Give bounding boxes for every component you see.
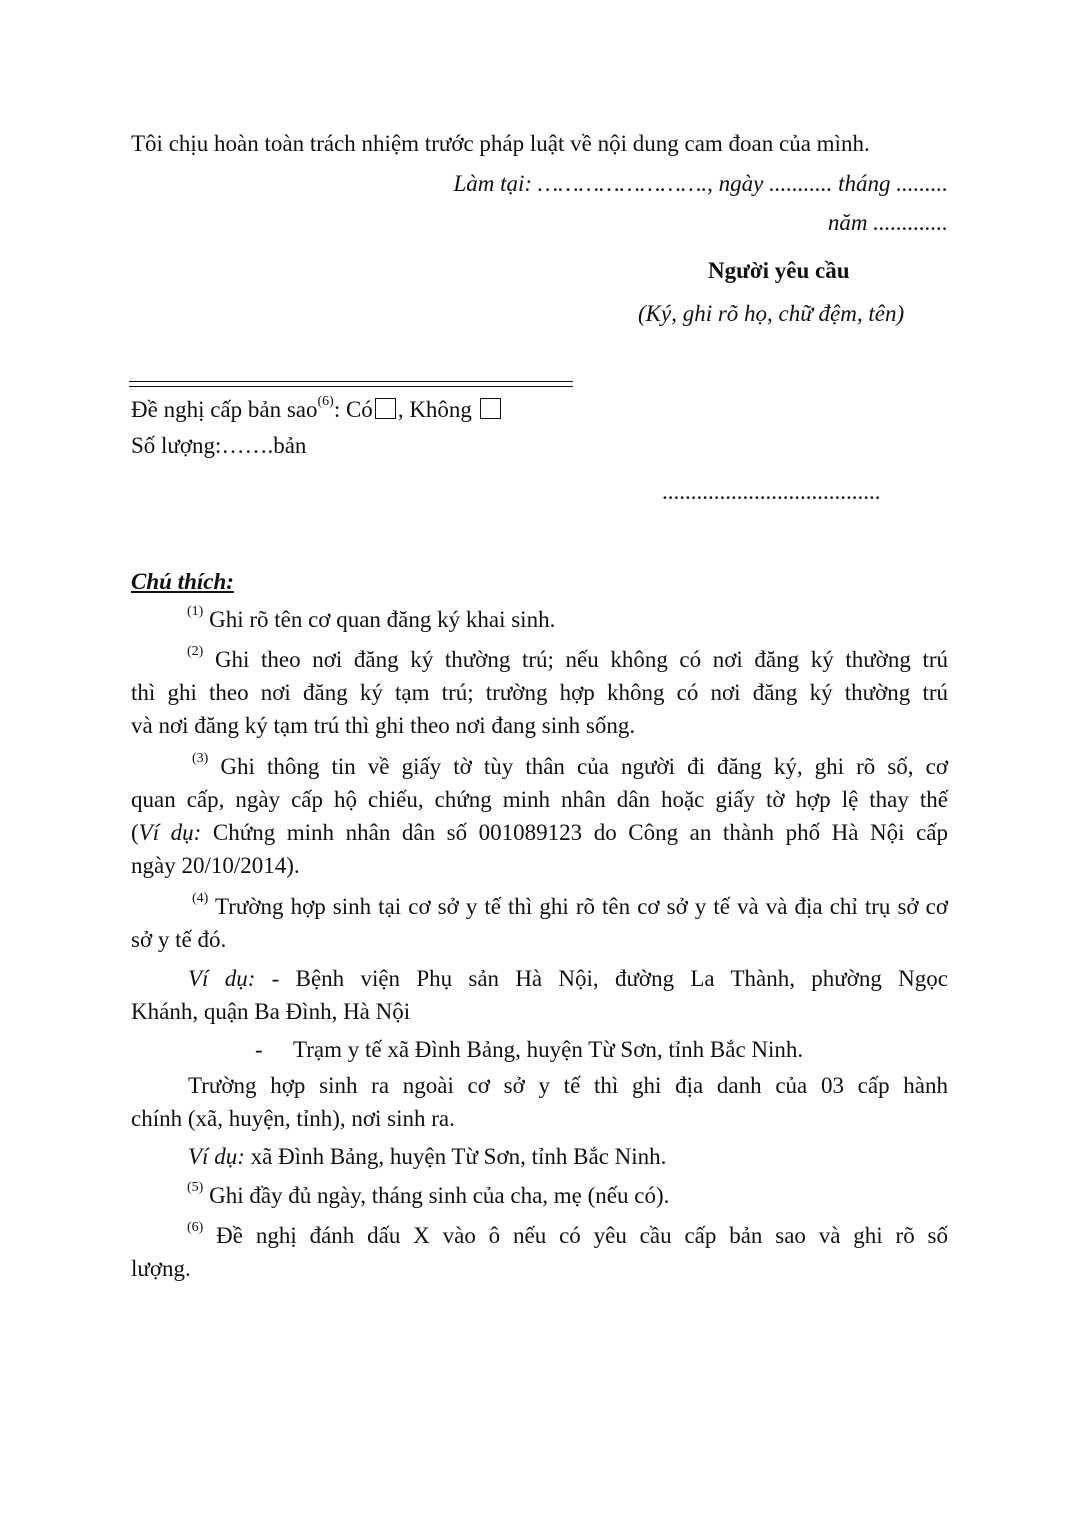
note-2-line-2: thì ghi theo nơi đăng ký tạm trú; trường hợp không có nơi đăng ký thường trú <box>131 680 948 705</box>
note-4-line-1: Trường hợp sinh tại cơ sở y tế thì ghi rõ tên cơ sở y tế và và địa chỉ trụ sở cơ <box>214 894 949 919</box>
requester-title: Người yêu cầu <box>708 258 850 283</box>
note-1-mark: (1) <box>187 604 204 620</box>
example-3 <box>188 1143 666 1171</box>
copy-no-checkbox[interactable] <box>480 398 501 419</box>
note-1-text: Ghi rõ tên cơ quan đăng ký khai sinh. <box>209 607 556 632</box>
note-3-line-3: Chứng minh nhân dân số 001089123 do Công an thành phố Hà Nội cấp <box>212 820 949 845</box>
example-2-dash: - <box>255 1037 263 1062</box>
note-2-line-3: và nơi đăng ký tạm trú thì ghi theo nơi đang sinh sống. <box>131 713 636 738</box>
copy-request-line: Đề nghị cấp bản sao$^{(6)}$: Có , Không <box>131 396 503 424</box>
example-1-line-2: Khánh, quận Ba Đình, Hà Nội <box>131 999 411 1024</box>
note-3 <box>131 750 948 882</box>
example-2-text: Trạm y tế xã Đình Bảng, huyện Từ Sơn, tỉnh Bắc Ninh. <box>293 1037 804 1062</box>
example-1-line-1: - Bệnh viện Phụ sản Hà Nội, đường La Thành, phường Ngọc <box>271 966 948 991</box>
note-3-paren: ( <box>131 820 139 845</box>
note-4-line-2: sở y tế đó. <box>131 927 227 952</box>
copy-no-label: Không <box>409 397 472 422</box>
copy-quantity: Số lượng:…….bản <box>131 433 307 458</box>
note-2 <box>131 643 948 742</box>
note-2-mark: (2) <box>187 644 204 660</box>
note-3-line-2: quan cấp, ngày cấp hộ chiếu, chứng minh nhân dân hoặc giấy tờ hợp lệ thay thế <box>131 787 948 812</box>
example-3-label: Ví dụ: <box>188 1144 245 1169</box>
copy-request-colon: : <box>333 397 341 422</box>
note-1 <box>187 606 555 634</box>
note-6-line-1: Đề nghị đánh dấu X vào ô nếu có yêu cầu cấp bản sao và ghi rõ số <box>216 1223 948 1248</box>
separator-line-top <box>129 381 573 382</box>
note-6-line-2: lượng. <box>131 1256 191 1281</box>
notes-title: Chú thích: <box>131 569 234 594</box>
year-line: năm ............. <box>827 210 948 235</box>
note-6-mark: (6) <box>187 1220 204 1236</box>
note-4b <box>131 1069 948 1135</box>
note-4 <box>131 890 948 956</box>
note-3-line-1: Ghi thông tin về giấy tờ tùy thân của người đi đăng ký, ghi rõ số, cơ <box>220 754 948 779</box>
note-4-mark: (4) <box>192 891 209 907</box>
note-3-mark: (3) <box>192 751 209 767</box>
place-date-line: Làm tại: ……………………., ngày ........... tháng ......... <box>453 171 948 196</box>
note-5-mark: (5) <box>187 1180 204 1196</box>
copy-request-label: Đề nghị cấp bản sao <box>131 397 318 422</box>
example-1 <box>131 962 948 1028</box>
note-4b-line-2: chính (xã, huyện, tỉnh), nơi sinh ra. <box>131 1106 455 1131</box>
note-mark-6: (6) <box>317 394 334 410</box>
commitment-text: Tôi chịu hoàn toàn trách nhiệm trước pháp luật về nội dung cam đoan của mình. <box>131 131 870 156</box>
copy-yes-label: Có <box>345 397 373 422</box>
requester-sign-hint: (Ký, ghi rõ họ, chữ đệm, tên) <box>638 301 905 326</box>
note-6 <box>131 1219 948 1285</box>
separator-line-bottom <box>129 386 573 387</box>
copy-yes-checkbox[interactable] <box>375 398 396 419</box>
note-5 <box>187 1182 669 1210</box>
note-4b-line-1: Trường hợp sinh ra ngoài cơ sở y tế thì ghi địa danh của 03 cấp hành <box>188 1073 948 1098</box>
signature-dots: ...................................... <box>662 479 881 504</box>
note-2-line-1: Ghi theo nơi đăng ký thường trú; nếu không có nơi đăng ký thường trú <box>214 647 948 672</box>
note-3-line-4: ngày 20/10/2014). <box>131 853 300 878</box>
example-3-text: xã Đình Bảng, huyện Từ Sơn, tỉnh Bắc Ninh. <box>250 1144 667 1169</box>
example-1-label: Ví dụ: <box>188 966 256 991</box>
note-3-example-label: Ví dụ: <box>138 820 202 845</box>
note-5-text: Ghi đầy đủ ngày, tháng sinh của cha, mẹ (nếu có). <box>209 1183 670 1208</box>
